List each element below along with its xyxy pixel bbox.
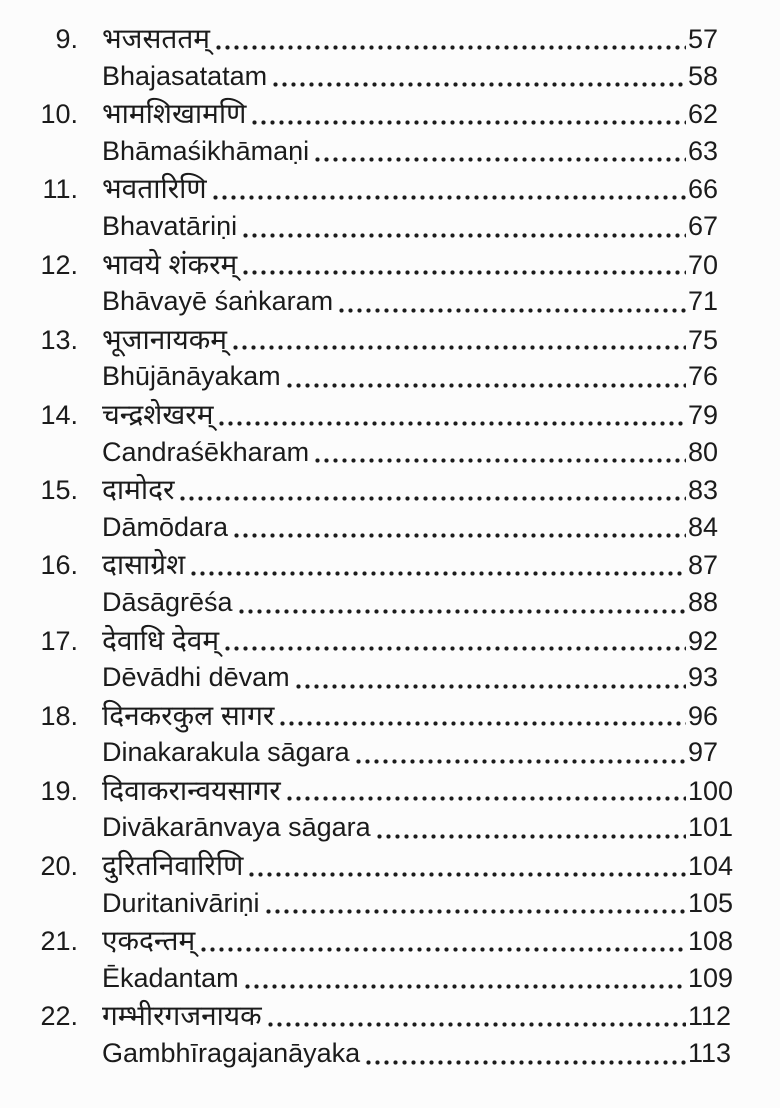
- entry-page-latin: 101: [688, 812, 734, 843]
- entry-page-latin: 88: [688, 586, 719, 617]
- entry-title-devanagari: एकदन्तम्: [102, 925, 196, 957]
- entry-page-devanagari: 57: [688, 24, 719, 54]
- dot-leader: [223, 622, 686, 660]
- dot-leader: [266, 997, 686, 1035]
- entry-page-latin: 71: [688, 286, 719, 317]
- dot-leader: [364, 1035, 686, 1073]
- entry-title-devanagari: दिनकरकुल सागर: [102, 699, 275, 731]
- entry-page-latin: 76: [688, 361, 719, 392]
- toc-row-devanagari: [28, 246, 736, 284]
- dot-leader: [313, 434, 686, 472]
- entry-title-latin: Dāsāgrēśa: [102, 586, 233, 617]
- entry-page-latin: 97: [688, 737, 719, 768]
- toc-row-devanagari: [28, 772, 736, 810]
- toc-row-latin: [28, 208, 736, 246]
- dot-leader: [243, 960, 686, 998]
- entry-title-latin: Bhajasatatam: [102, 60, 268, 91]
- entry-title-devanagari: भावये शंकरम्: [102, 248, 238, 280]
- toc-entry: [28, 396, 736, 471]
- toc-entry: [28, 20, 736, 95]
- entry-number: 11.: [42, 174, 78, 205]
- entry-title-latin: Bhāmaśikhāmaṇi: [102, 135, 310, 166]
- dot-leader: [264, 885, 686, 923]
- entry-number: 14.: [40, 399, 78, 430]
- entry-page-latin: 93: [688, 662, 719, 693]
- entry-title-devanagari: भूजानायकम्: [102, 323, 227, 355]
- entry-title-latin: Bhūjānāyakam: [102, 361, 281, 392]
- toc-entry: [28, 847, 736, 922]
- entry-title-latin: Dāmōdara: [102, 511, 229, 542]
- entry-number: 16.: [40, 550, 78, 581]
- entry-page-latin: 105: [688, 887, 734, 918]
- toc-row-devanagari: [28, 20, 736, 58]
- entry-title-devanagari: गम्भीरगजनायक: [102, 1000, 262, 1032]
- dot-leader: [214, 20, 686, 58]
- toc-entry: [28, 246, 736, 321]
- toc-row-devanagari: [28, 95, 736, 133]
- entry-page-latin: 67: [688, 210, 719, 241]
- toc-row-latin: [28, 58, 736, 96]
- dot-leader: [313, 133, 686, 171]
- entry-number: 10.: [40, 99, 78, 130]
- toc-row-latin: [28, 734, 736, 772]
- dot-leader: [271, 58, 686, 96]
- entry-page-latin: 58: [688, 60, 719, 91]
- entry-title-latin: Gambhīragajanāyaka: [102, 1038, 361, 1069]
- toc-row-latin: [28, 809, 736, 847]
- dot-leader: [217, 396, 686, 434]
- toc-row-latin: [28, 659, 736, 697]
- entry-page-devanagari: 83: [688, 475, 719, 506]
- dot-leader: [199, 922, 686, 960]
- entry-page-devanagari: 112: [688, 1001, 732, 1032]
- entry-page-devanagari: 96: [688, 700, 719, 731]
- dot-leader: [241, 246, 686, 284]
- dot-leader: [231, 321, 686, 359]
- entry-number: 17.: [40, 625, 78, 656]
- dot-leader: [232, 509, 686, 547]
- toc-row-devanagari: [28, 321, 736, 359]
- entry-title-devanagari: भजसततम्: [102, 23, 211, 54]
- toc-entry: [28, 170, 736, 245]
- dot-leader: [189, 546, 686, 584]
- entry-title-devanagari: दामोदर: [102, 474, 175, 506]
- entry-page-devanagari: 92: [688, 625, 719, 656]
- entry-title-latin: Divākarānvaya sāgara: [102, 812, 371, 843]
- toc-row-latin: [28, 283, 736, 321]
- toc-row-devanagari: [28, 622, 736, 660]
- entry-page-devanagari: 70: [688, 249, 719, 280]
- entry-page-devanagari: 62: [688, 99, 719, 130]
- toc-entry: [28, 697, 736, 772]
- dot-leader: [285, 772, 686, 810]
- dot-leader: [294, 659, 686, 697]
- entry-title-latin: Dinakarakula sāgara: [102, 737, 350, 768]
- toc-row-devanagari: [28, 922, 736, 960]
- dot-leader: [285, 358, 686, 396]
- dot-leader: [375, 809, 686, 847]
- toc-entry: [28, 922, 736, 997]
- entry-number: 21.: [40, 926, 78, 957]
- entry-page-devanagari: 75: [688, 324, 719, 355]
- entry-number: 15.: [40, 475, 78, 506]
- entry-number: 9.: [55, 24, 78, 54]
- entry-page-devanagari: 108: [688, 926, 734, 957]
- toc-row-devanagari: [28, 697, 736, 735]
- entry-title-devanagari: भवतारिणि: [102, 173, 207, 205]
- toc-row-latin: [28, 358, 736, 396]
- entry-page-latin: 109: [688, 962, 734, 993]
- toc-row-latin: [28, 885, 736, 923]
- toc-row-devanagari: [28, 396, 736, 434]
- entry-number: 18.: [40, 700, 78, 731]
- toc-entry: [28, 95, 736, 170]
- entry-page-latin: 84: [688, 511, 719, 542]
- entry-page-latin: 80: [688, 436, 719, 467]
- dot-leader: [278, 697, 686, 735]
- entry-title-latin: Bhāvayē śaṅkaram: [102, 286, 334, 317]
- entry-title-latin: Duritanivāriṇi: [102, 887, 260, 918]
- toc-row-latin: [28, 960, 736, 998]
- entry-title-latin: Dēvādhi dēvam: [102, 662, 290, 693]
- entry-page-latin: 113: [688, 1038, 732, 1069]
- toc-row-latin: [28, 584, 736, 622]
- toc-row-latin: [28, 1035, 736, 1073]
- entry-title-devanagari: दिवाकरान्वयसागर: [102, 774, 281, 806]
- entry-number: 22.: [40, 1001, 78, 1032]
- dot-leader: [354, 734, 686, 772]
- dot-leader: [178, 471, 686, 509]
- toc-entry: [28, 772, 736, 847]
- entry-title-devanagari: चन्द्रशेखरम्: [102, 398, 214, 430]
- entry-number: 19.: [40, 775, 78, 806]
- toc-list: [28, 20, 736, 1073]
- dot-leader: [241, 208, 686, 246]
- entry-page-latin: 63: [688, 135, 719, 166]
- entry-number: 13.: [40, 324, 78, 355]
- entry-page-devanagari: 87: [688, 550, 719, 581]
- toc-entry: [28, 997, 736, 1072]
- toc-row-devanagari: [28, 471, 736, 509]
- entry-number: 12.: [40, 249, 78, 280]
- dot-leader: [247, 847, 686, 885]
- toc-row-latin: [28, 133, 736, 171]
- entry-title-devanagari: देवाधि देवम्: [102, 624, 220, 656]
- entry-page-devanagari: 79: [688, 399, 719, 430]
- entry-title-latin: Candraśēkharam: [102, 436, 310, 467]
- toc-entry: [28, 471, 736, 546]
- toc-entry: [28, 546, 736, 621]
- toc-row-devanagari: [28, 546, 736, 584]
- entry-page-devanagari: 66: [688, 174, 719, 205]
- entry-title-devanagari: भामशिखामणि: [102, 98, 247, 130]
- dot-leader: [237, 584, 686, 622]
- dot-leader: [250, 95, 686, 133]
- entry-title-devanagari: दुरितनिवारिणि: [102, 850, 244, 882]
- toc-row-latin: [28, 434, 736, 472]
- toc-row-devanagari: [28, 997, 736, 1035]
- dot-leader: [211, 170, 686, 208]
- toc-entry: [28, 321, 736, 396]
- toc-entry: [28, 622, 736, 697]
- entry-page-devanagari: 104: [688, 851, 734, 882]
- toc-row-devanagari: [28, 170, 736, 208]
- toc-row-devanagari: [28, 847, 736, 885]
- entry-title-latin: Bhavatāriṇi: [102, 210, 238, 241]
- toc-row-latin: [28, 509, 736, 547]
- dot-leader: [337, 283, 686, 321]
- entry-number: 20.: [40, 851, 78, 882]
- entry-title-latin: Ēkadantam: [102, 962, 239, 993]
- entry-page-devanagari: 100: [688, 775, 734, 806]
- entry-title-devanagari: दासाग्रेश: [102, 549, 186, 581]
